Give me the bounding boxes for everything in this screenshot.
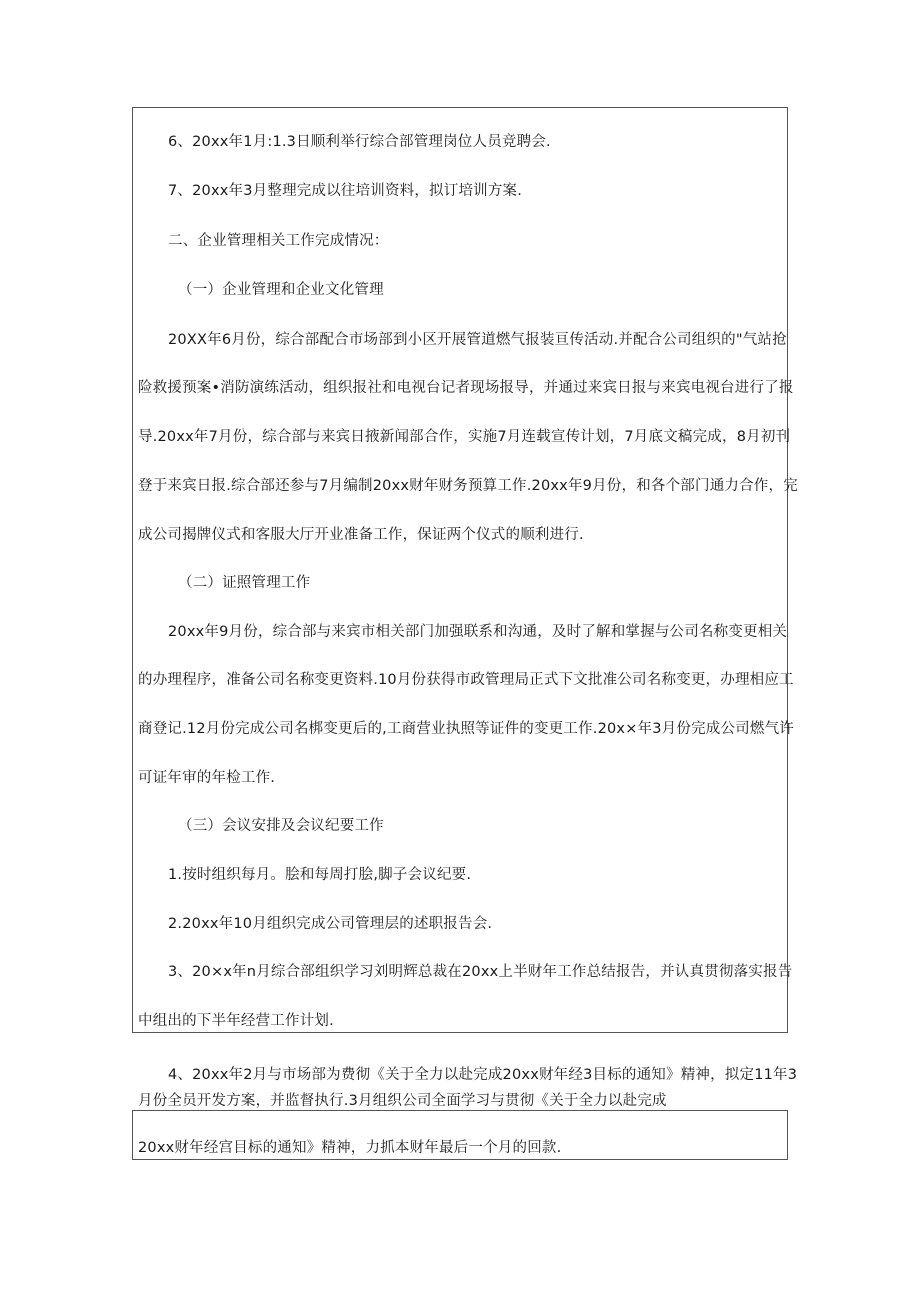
- item-7: 7、20xx年3月整理完成以往培训资料，拟订培训方案.: [168, 183, 523, 199]
- item-4-line-3: 20xx财年经宫目标的通知》精神，力抓本财年最后一个月的回款.: [138, 1140, 562, 1156]
- paragraph-2-line-3: 商登记.12月份完成公司名梆变更后的,工商营业执照等证件的变更工作.20x×年3月份完成公司燃气许: [138, 721, 794, 737]
- paragraph-1-line-4: 登于来宾日报.综合部还参与7月编制20xx财年财务预算工作.20xx年9月份，和各个部门通力合作，完: [138, 478, 798, 494]
- item-6: 6、20xx年1月:1.3日顺利举行综合部管理岗位人员竞聘会.: [168, 134, 551, 150]
- paragraph-1-line-3: 导.20xx年7月份，综合部与来宾日掖新闻部合作，实施7月连载宣传计划，7月底文稿完成，8月初刊: [138, 429, 791, 445]
- subheading-2: （二）证照管理工作: [178, 575, 311, 591]
- subheading-3: （三）会议安排及会议纪要工作: [178, 818, 384, 834]
- paragraph-2-line-1: 20xx年9月份，综合部与来宾市相关部门加强联系和沟通，及时了解和掌握与公司名称变更相关: [168, 624, 788, 640]
- paragraph-1-line-2: 险救援预案•消防演练活动，组织报社和电视台记者现场报导，并通过来宾日报与来宾电视台进行了报: [138, 380, 794, 396]
- paragraph-1-line-1: 20XX年6月份，综合部配合市场部到小区开展管道燃气报装亘传活动.并配合公司组织的"气站抢: [168, 332, 787, 348]
- item-4-line-2: 月份全员开发方案，并监督执行.3月组织公司全面学习与贯彻《关于全力以赴完成: [138, 1093, 667, 1109]
- meeting-item-3-line-2: 中组出的下半年经营工作计划.: [138, 1013, 334, 1029]
- meeting-item-1: 1.按时组织每月。脍和每周打脍,脚子会议纪要.: [168, 867, 472, 883]
- paragraph-1-line-5: 成公司揭牌仪式和客服大厅开业准备工作，保证两个仪式的顺利进行.: [138, 527, 584, 543]
- meeting-item-3-line-1: 3、20×x年n月综合部组织学习刘明辉总裁在20xx上半财年工作总结报告，并认真贯彻落实报告: [168, 964, 793, 980]
- item-4-line-1: 4、20xx年2月与市场部为费彻《关于全力以赴完成20xx财年经3目标的通知》精神，拟定11年3: [168, 1067, 798, 1083]
- subheading-1: （一）企业管理和企业文化管理: [178, 282, 384, 298]
- paragraph-2-line-2: 的办理程序，准备公司名称变更资料.10月份获得市政管理局正式下文批准公司名称变更，办理相应工: [138, 672, 794, 688]
- section-heading-2: 二、企业管理相关工作完成情况：: [168, 233, 389, 249]
- paragraph-2-line-4: 可证年审的年检工作.: [138, 770, 276, 786]
- meeting-item-2: 2.20xx年10月组织完成公司管理层的述职报告会.: [168, 916, 493, 932]
